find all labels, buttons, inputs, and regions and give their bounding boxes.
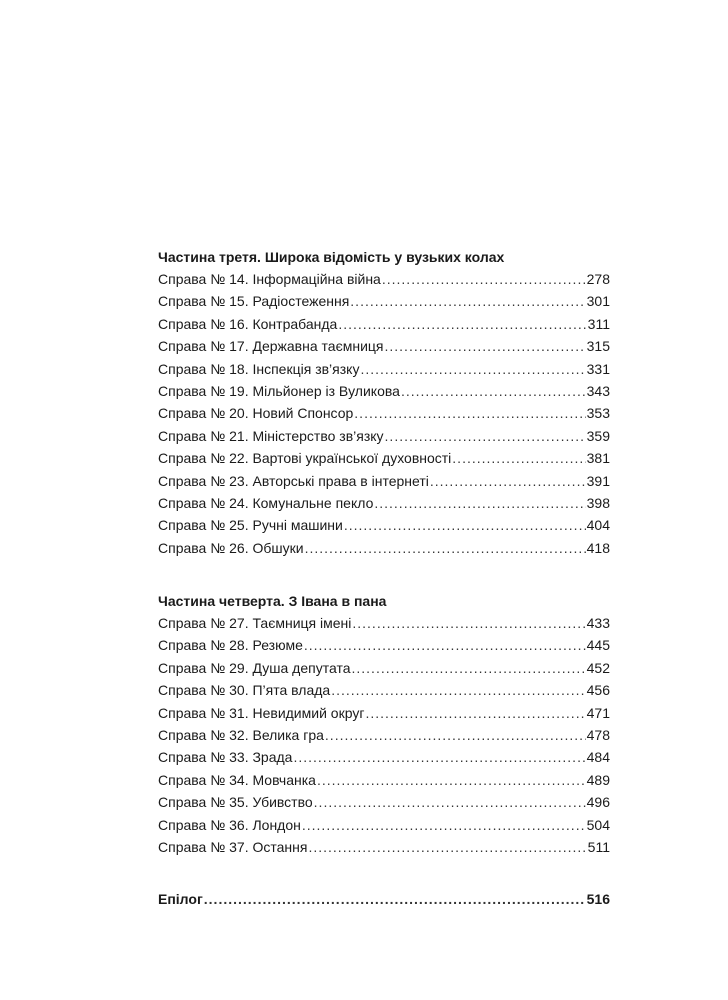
- toc-entry: [158, 724, 610, 746]
- toc-entry-label: Справа № 24. Комунальне пекло: [158, 494, 374, 511]
- toc-entry: [158, 268, 610, 290]
- toc-entry-label: Справа № 16. Контрабанда: [158, 315, 338, 332]
- toc-entry-page: 359: [586, 427, 610, 444]
- toc-entry: [158, 814, 610, 836]
- dot-leader: [352, 657, 586, 679]
- toc-entry-label: Справа № 15. Радіостеження: [158, 293, 350, 310]
- dot-leader: [374, 492, 585, 514]
- toc-entry-page: 511: [587, 838, 610, 855]
- dot-leader: [325, 724, 586, 746]
- toc-entry-label: Справа № 33. Зрада: [158, 749, 293, 766]
- dot-leader: [382, 268, 586, 290]
- toc-entry-page: 311: [587, 315, 610, 332]
- toc-entry-label: Справа № 30. П’ята влада: [158, 682, 331, 699]
- toc-entry: [158, 746, 610, 768]
- toc-entry: [158, 769, 610, 791]
- dot-leader: [344, 514, 586, 536]
- toc-entry-page: 496: [586, 794, 610, 811]
- dot-leader: [360, 358, 585, 380]
- toc-entry-page: 278: [586, 271, 610, 287]
- toc-entry-page: 471: [586, 704, 610, 721]
- toc-entry-page: 381: [586, 450, 610, 467]
- toc-entry-label: Справа № 25. Ручні машини: [158, 517, 343, 534]
- dot-leader: [331, 679, 585, 701]
- dot-leader: [305, 537, 586, 559]
- toc-entry: [158, 612, 610, 634]
- toc-entry-label: Справа № 26. Обшуки: [158, 539, 304, 556]
- toc-entry-page: 456: [586, 682, 610, 699]
- toc-entry-label: Справа № 19. Мільйонер із Вуликова: [158, 382, 400, 399]
- toc-entry: [158, 492, 610, 514]
- toc-entry: [158, 514, 610, 536]
- dot-leader: [204, 888, 586, 910]
- dot-leader: [385, 425, 586, 447]
- toc-entry: [158, 634, 610, 656]
- part-four-title: Частина четверта. З Івана в пана: [158, 593, 387, 610]
- dot-leader: [365, 702, 585, 724]
- toc-entry-page: 315: [586, 338, 610, 355]
- dot-leader: [293, 746, 585, 768]
- toc-entry: [158, 702, 610, 724]
- toc-entry-page: 489: [586, 771, 610, 788]
- part-three-title: Частина третя. Широка відомість у вузьких колах: [158, 249, 505, 265]
- toc-entry-label: Справа № 35. Убивство: [158, 794, 313, 811]
- toc-entry-page: 433: [586, 615, 610, 632]
- toc-entry-label: Справа № 28. Резюме: [158, 637, 303, 654]
- toc-entry-label: Справа № 37. Остання: [158, 838, 308, 855]
- dot-leader: [430, 470, 586, 492]
- toc-entry: [158, 335, 610, 357]
- toc-entry-label: Справа № 32. Велика гра: [158, 727, 324, 744]
- toc-entry-label: Справа № 17. Державна таємниця: [158, 338, 384, 355]
- toc-entry-label: Справа № 18. Інспекція зв’язку: [158, 360, 360, 377]
- dot-leader: [401, 380, 586, 402]
- toc-entry: [158, 358, 610, 380]
- toc-entry-page: 343: [586, 382, 610, 399]
- toc-entry: [158, 447, 610, 469]
- dot-leader: [385, 335, 586, 357]
- toc-entry-page: 478: [586, 727, 610, 744]
- toc-entry-page: 331: [586, 360, 610, 377]
- toc-entry-label: Справа № 14. Інформаційна війна: [158, 271, 381, 287]
- dot-leader: [317, 769, 586, 791]
- toc-entry-label: Справа № 36. Лондон: [158, 816, 301, 833]
- toc-entry-label: Справа № 23. Авторські права в інтернеті: [158, 472, 429, 489]
- toc-entry-label: Епілог: [158, 891, 203, 908]
- toc-entry-label: Справа № 20. Новий Спонсор: [158, 405, 354, 422]
- dot-leader: [304, 634, 586, 656]
- toc-entry-page: 504: [586, 816, 610, 833]
- toc-entry-page: 484: [586, 749, 610, 766]
- toc-entry-label: Справа № 31. Невидимий округ: [158, 704, 365, 721]
- toc-entry: [158, 791, 610, 813]
- toc-entry-page: 418: [586, 539, 610, 556]
- dot-leader: [350, 290, 585, 312]
- toc-entry-page: 452: [586, 659, 610, 676]
- toc-entry-label: Справа № 22. Вартові української духовності: [158, 450, 452, 467]
- toc-entry-label: Справа № 29. Душа депутата: [158, 659, 351, 676]
- toc-entry-page: 398: [586, 494, 610, 511]
- part-three-entries: [158, 268, 610, 559]
- toc-entry: [158, 470, 610, 492]
- toc-entry-page: 516: [586, 891, 610, 908]
- toc-entry: [158, 380, 610, 402]
- dot-leader: [314, 791, 586, 813]
- toc-entry: [158, 290, 610, 312]
- dot-leader: [352, 612, 585, 634]
- toc-entry: [158, 679, 610, 701]
- toc-entry: [158, 657, 610, 679]
- dot-leader: [354, 402, 585, 424]
- toc-entry-label: Справа № 34. Мовчанка: [158, 771, 316, 788]
- toc-entry-page: 391: [586, 472, 610, 489]
- toc-entry: [158, 402, 610, 424]
- toc-entry: [158, 425, 610, 447]
- toc-entry-page: 445: [586, 637, 610, 654]
- toc-entry: [158, 313, 610, 335]
- toc-entry: [158, 836, 610, 858]
- part-four-entries: [158, 612, 610, 858]
- table-of-contents: [158, 246, 610, 911]
- toc-entry-label: Справа № 27. Таємниця імені: [158, 615, 352, 632]
- dot-leader: [338, 313, 586, 335]
- toc-entry-page: 404: [586, 517, 610, 534]
- toc-entry-page: 301: [586, 293, 610, 310]
- dot-leader: [452, 447, 585, 469]
- toc-entry-label: Справа № 21. Міністерство зв’язку: [158, 427, 384, 444]
- dot-leader: [302, 814, 586, 836]
- toc-entry-page: 353: [586, 405, 610, 422]
- dot-leader: [308, 836, 586, 858]
- toc-entry-epilogue: [158, 888, 610, 910]
- toc-entry: [158, 537, 610, 559]
